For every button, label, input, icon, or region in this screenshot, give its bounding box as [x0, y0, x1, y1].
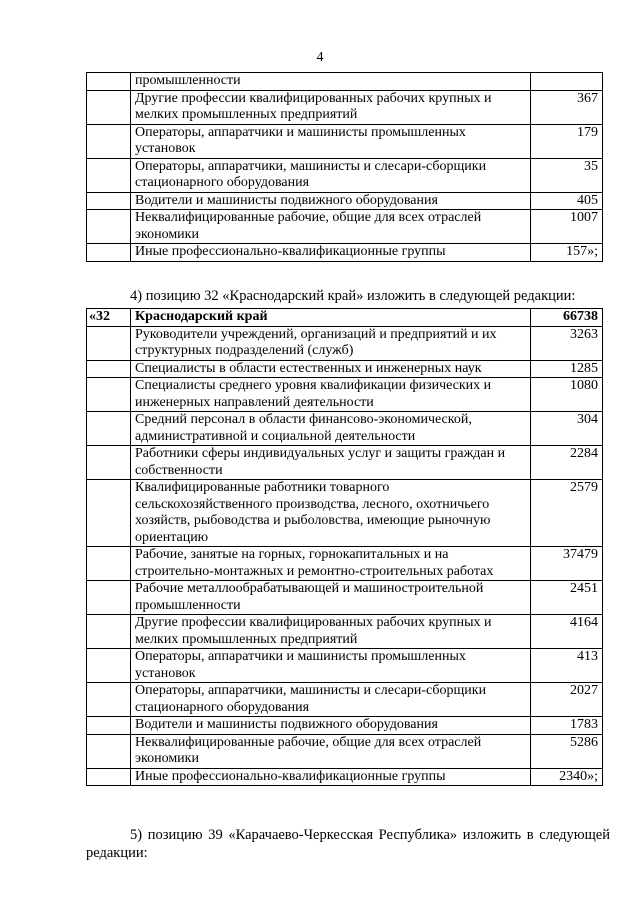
- row-name: Операторы, аппаратчики и машинисты промышленных установок: [131, 649, 531, 683]
- amendment-paragraph-4: 4) позицию 32 «Краснодарский край» изложить в следующей редакции:: [130, 288, 576, 304]
- row-value: 1080: [531, 378, 603, 412]
- table-row: [87, 210, 603, 244]
- table-row: [87, 768, 603, 786]
- row-value: 37479: [531, 547, 603, 581]
- row-name: Водители и машинисты подвижного оборудования: [131, 717, 531, 735]
- row-name: Специалисты среднего уровня квалификации физических и инженерных направлений деятельности: [131, 378, 531, 412]
- row-name: Водители и машинисты подвижного оборудования: [131, 192, 531, 210]
- row-code: [87, 73, 131, 91]
- row-value: 1285: [531, 360, 603, 378]
- row-code: [87, 90, 131, 124]
- row-value: 1783: [531, 717, 603, 735]
- table-row: [87, 192, 603, 210]
- page-number: 4: [316, 50, 324, 65]
- table-row: [87, 581, 603, 615]
- table-row: [87, 683, 603, 717]
- row-name: Операторы, аппаратчики, машинисты и слесари-сборщики стационарного оборудования: [131, 158, 531, 192]
- row-value: 2340»;: [531, 768, 603, 786]
- table-row: [87, 734, 603, 768]
- amendment-paragraph-5-text: 5) позицию 39 «Карачаево-Черкесская Республика» изложить в следующей редакции:: [86, 827, 610, 861]
- row-name: Специалисты в области естественных и инженерных наук: [131, 360, 531, 378]
- amendment-paragraph-5: [86, 826, 610, 862]
- table-header-row: [87, 309, 603, 327]
- row-name: Работники сферы индивидуальных услуг и защиты граждан и собственности: [131, 446, 531, 480]
- row-value: 413: [531, 649, 603, 683]
- region-name: Краснодарский край: [131, 309, 531, 327]
- row-value: 2027: [531, 683, 603, 717]
- row-name: Другие профессии квалифицированных рабочих крупных и мелких промышленных предприятий: [131, 90, 531, 124]
- row-name: Средний персонал в области финансово-экономической, административной и социальной деятельности: [131, 412, 531, 446]
- table-row: [87, 244, 603, 262]
- row-value: 5286: [531, 734, 603, 768]
- row-value: 304: [531, 412, 603, 446]
- row-name: Неквалифицированные рабочие, общие для всех отраслей экономики: [131, 210, 531, 244]
- table-row: [87, 717, 603, 735]
- region-total: 66738: [531, 309, 603, 327]
- row-name: Другие профессии квалифицированных рабочих крупных и мелких промышленных предприятий: [131, 615, 531, 649]
- row-code: [87, 244, 131, 262]
- table-row: [87, 615, 603, 649]
- table-row: [87, 90, 603, 124]
- region-code: «32: [87, 309, 131, 327]
- row-name: Операторы, аппаратчики, машинисты и слесари-сборщики стационарного оборудования: [131, 683, 531, 717]
- row-name: промышленности: [131, 73, 531, 91]
- table-row: [87, 412, 603, 446]
- row-name: Операторы, аппаратчики и машинисты промышленных установок: [131, 124, 531, 158]
- row-value: 4164: [531, 615, 603, 649]
- row-code: [87, 192, 131, 210]
- table-row: [87, 480, 603, 547]
- table-krasnodar: [86, 308, 603, 786]
- table-row: [87, 360, 603, 378]
- row-value: 35: [531, 158, 603, 192]
- row-name: Квалифицированные работники товарного сельскохозяйственного производства, лесного, охотничьего хозяйств, рыбоводства и рыболовства, имеющие рыночную ориентацию: [131, 480, 531, 547]
- row-value: 2451: [531, 581, 603, 615]
- row-code: [87, 124, 131, 158]
- table-row: [87, 446, 603, 480]
- row-name: Руководители учреждений, организаций и предприятий и их структурных подразделений (служб): [131, 326, 531, 360]
- table-row: [87, 326, 603, 360]
- table-continuation: [86, 72, 603, 262]
- table-row: [87, 378, 603, 412]
- row-value: [531, 73, 603, 91]
- row-value: 2579: [531, 480, 603, 547]
- row-value: 3263: [531, 326, 603, 360]
- row-code: [87, 210, 131, 244]
- row-name: Иные профессионально-квалификационные группы: [131, 244, 531, 262]
- row-name: Неквалифицированные рабочие, общие для всех отраслей экономики: [131, 734, 531, 768]
- row-value: 157»;: [531, 244, 603, 262]
- table-row: [87, 124, 603, 158]
- table-row: [87, 158, 603, 192]
- row-name: Иные профессионально-квалификационные группы: [131, 768, 531, 786]
- row-value: 367: [531, 90, 603, 124]
- row-code: [87, 158, 131, 192]
- row-value: 2284: [531, 446, 603, 480]
- row-value: 179: [531, 124, 603, 158]
- row-name: Рабочие металлообрабатывающей и машиностроительной промышленности: [131, 581, 531, 615]
- row-value: 405: [531, 192, 603, 210]
- table-row: [87, 649, 603, 683]
- table-row: [87, 547, 603, 581]
- row-name: Рабочие, занятые на горных, горнокапитальных и на строительно-монтажных и ремонтно-строительных работах: [131, 547, 531, 581]
- row-value: 1007: [531, 210, 603, 244]
- table-row: [87, 73, 603, 91]
